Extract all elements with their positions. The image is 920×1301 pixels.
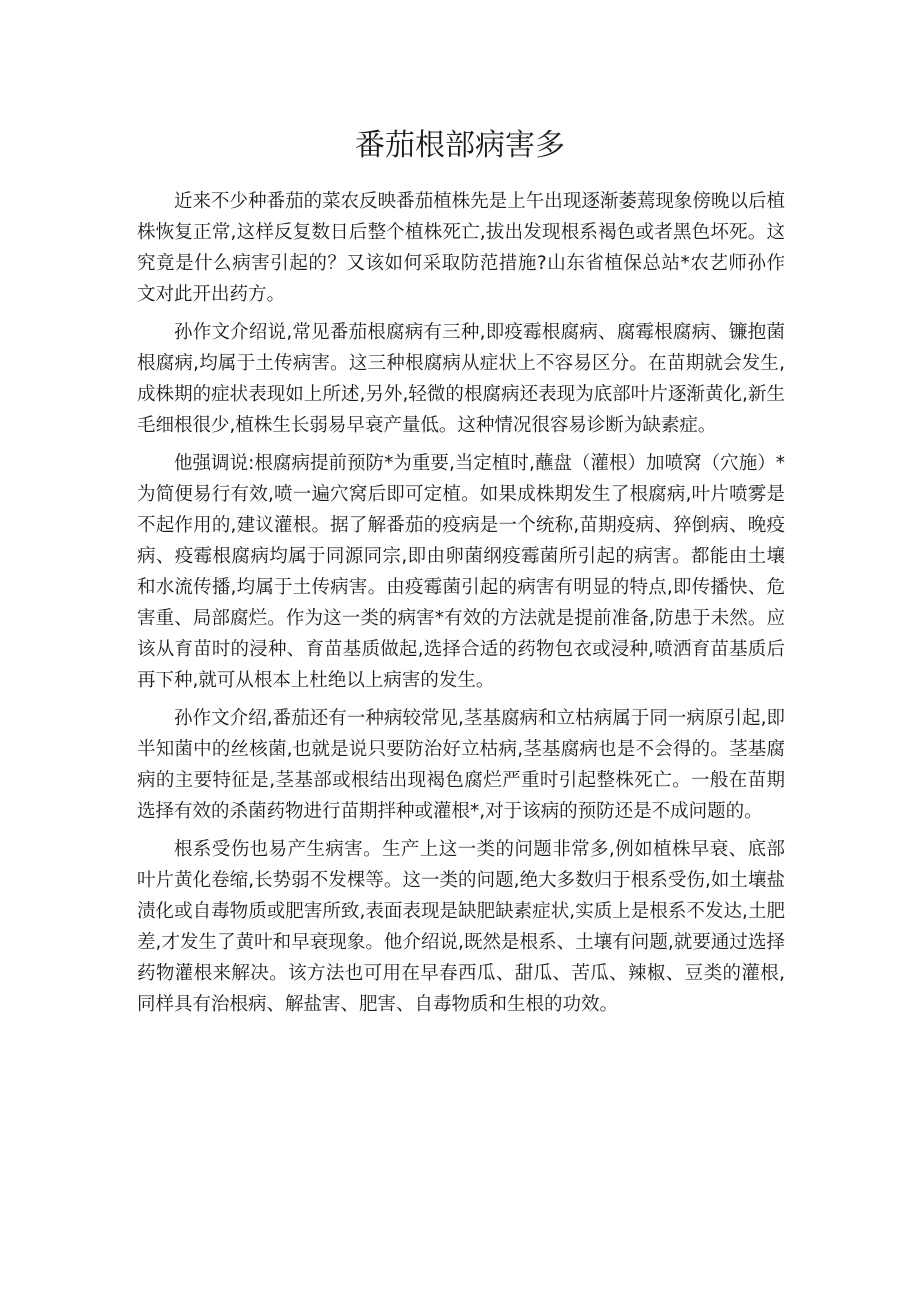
paragraph-prevention: 他强调说:根腐病提前预防*为重要,当定植时,蘸盘（灌根）加喷窝（穴施）*为简便易行有效,喷一遍穴窝后即可定植。如果成株期发生了根腐病,叶片喷雾是不起作用的,建议灌根。据了解番茄的疫病是一个统称,苗期疫病、猝倒病、晚疫病、疫霉根腐病均属于同源同宗,即由卵菌纲疫霉菌所引起的病害。都能由土壤和水流传播,均属于土传病害。由疫霉菌引起的病害有明显的特点,即传播快、危害重、局部腐烂。作为这一类的病害*有效的方法就是提前准备,防患于未然。应该从育苗时的浸种、育苗基质做起,选择合适的药物包衣或浸种,喷洒育苗基质后再下种,就可从根本上杜绝以上病害的发生。 bbox=[137, 453, 785, 691]
document-body bbox=[137, 186, 785, 1027]
document-title: 番茄根部病害多 bbox=[355, 128, 565, 163]
paragraph-intro: 近来不少种番茄的菜农反映番茄植株先是上午出现逐渐萎蔫现象傍晚以后植株恢复正常,这样反复数日后整个植株死亡,拔出发现根系褐色或者黑色坏死。这究竟是什么病害引起的？又该如何采取防范措施?山东省植保总站*农艺师孙作文对此开出药方。 bbox=[137, 191, 785, 305]
paragraph-root-rot-types: 孙作文介绍说,常见番茄根腐病有三种,即疫霉根腐病、腐霉根腐病、镰抱菌根腐病,均属于土传病害。这三种根腐病从症状上不容易区分。在苗期就会发生,成株期的症状表现如上所述,另外,轻微的根腐病还表现为底部叶片逐渐黄化,新生毛细根很少,植株生长弱易早衰产量低。这种情况很容易诊断为缺素症。 bbox=[137, 322, 785, 436]
paragraph-root-damage: 根系受伤也易产生病害。生产上这一类的问题非常多,例如植株早衰、底部叶片黄化卷缩,长势弱不发棵等。这一类的问题,绝大多数归于根系受伤,如土壤盐渍化或自毒物质或肥害所致,表面表现是缺肥缺素症状,实质上是根系不发达,土肥差,才发生了黄叶和早衰现象。他介绍说,既然是根系、土壤有问题,就要通过选择药物灌根来解决。该方法也可用在早春西瓜、甜瓜、苦瓜、辣椒、豆类的灌根,同样具有治根病、解盐害、肥害、自毒物质和生根的功效。 bbox=[137, 839, 785, 1015]
paragraph-stem-rot: 孙作文介绍,番茄还有一种病较常见,茎基腐病和立枯病属于同一病原引起,即半知菌中的丝核菌,也就是说只要防治好立枯病,茎基腐病也是不会得的。茎基腐病的主要特征是,茎基部或根结出现褐色腐烂严重时引起整株死亡。一般在苗期选择有效的杀菌药物进行苗期拌种或灌根*,对于该病的预防还是不成问题的。 bbox=[137, 708, 785, 822]
